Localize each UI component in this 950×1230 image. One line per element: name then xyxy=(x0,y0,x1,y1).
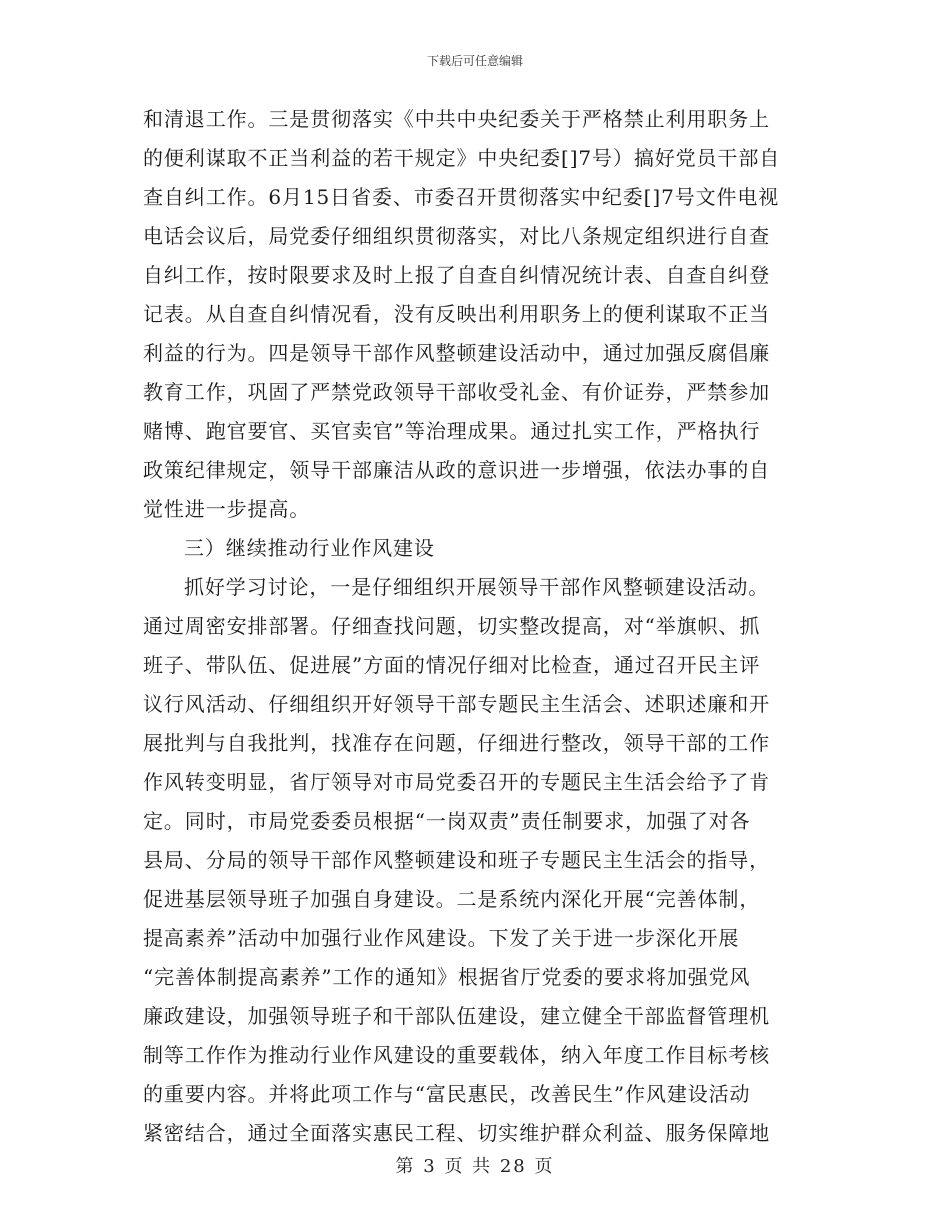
text-line: 的便利谋取不正当利益的若干规定》中央纪委[]7号）搞好党员干部自 xyxy=(143,146,781,170)
text-line: 通过周密安排部署。仔细查找问题，切实整改提高，对“举旗帜、抓 xyxy=(143,614,761,638)
text-line: 制等工作作为推动行业作风建设的重要载体，纳入年度工作目标考核 xyxy=(143,1043,770,1067)
text-line: 议行风活动、仔细组织开好领导干部专题民主生活会、述职述廉和开 xyxy=(143,692,770,716)
text-line: 赌博、跑官要官、买官卖官”等治理成果。通过扎实工作，严格执行 xyxy=(143,419,761,443)
section-heading: 三）继续推动行业作风建设 xyxy=(184,536,435,560)
text-line: 班子、带队伍、促进展”方面的情况仔细对比检查，通过召开民主评 xyxy=(143,653,761,677)
text-line: 廉政建设，加强领导班子和干部队伍建设，建立健全干部监督管理机 xyxy=(143,1004,770,1028)
text-line: 查自纠工作。6月15日省委、市委召开贯彻落实中纪委[]7号文件电视 xyxy=(143,185,780,209)
text-line: 促进基层领导班子加强自身建设。二是系统内深化开展“完善体制， xyxy=(143,887,761,911)
text-line: 利益的行为。四是领导干部作风整顿建设活动中，通过加强反腐倡廉 xyxy=(143,341,770,365)
text-line: 展批判与自我批判，找准存在问题，仔细进行整改，领导干部的工作 xyxy=(143,731,770,755)
text-line: 作风转变明显，省厅领导对市局党委召开的专题民主生活会给予了肯 xyxy=(143,770,770,794)
text-line: 的重要内容。并将此项工作与“富民惠民，改善民生”作风建设活动 xyxy=(143,1082,751,1106)
document-body xyxy=(143,100,810,1153)
text-line: 县局、分局的领导干部作风整顿建设和班子专题民主生活会的指导， xyxy=(143,848,770,872)
text-line: “完善体制提高素养”工作的通知》根据省厅党委的要求将加强党风 xyxy=(143,965,751,989)
text-line: 自纠工作，按时限要求及时上报了自查自纠情况统计表、自查自纠登 xyxy=(143,263,770,287)
page-number: 第 3 页 共 28 页 xyxy=(395,1156,555,1177)
text-line: 电话会议后，局党委仔细组织贯彻落实，对比八条规定组织进行自查 xyxy=(143,224,770,248)
text-line: 提高素养”活动中加强行业作风建设。下发了关于进一步深化开展 xyxy=(143,926,740,950)
text-line: 教育工作，巩固了严禁党政领导干部收受礼金、有价证券，严禁参加 xyxy=(143,380,770,404)
text-line: 定。同时，市局党委委员根据“一岗双责”责任制要求，加强了对各 xyxy=(143,809,751,833)
text-line: 和清退工作。三是贯彻落实《中共中央纪委关于严格禁止利用职务上 xyxy=(143,107,770,131)
text-line: 记表。从自查自纠情况看，没有反映出利用职务上的便利谋取不正当 xyxy=(143,302,770,326)
page-header-note: 下载后可任意编辑 xyxy=(426,54,523,68)
text-line: 政策纪律规定，领导干部廉洁从政的意识进一步增强，依法办事的自 xyxy=(143,458,770,482)
text-line: 抓好学习讨论，一是仔细组织开展领导干部作风整顿建设活动。 xyxy=(184,575,770,599)
text-line: 紧密结合，通过全面落实惠民工程、切实维护群众利益、服务保障地 xyxy=(143,1121,770,1145)
text-line: 觉性进一步提高。 xyxy=(143,497,311,521)
